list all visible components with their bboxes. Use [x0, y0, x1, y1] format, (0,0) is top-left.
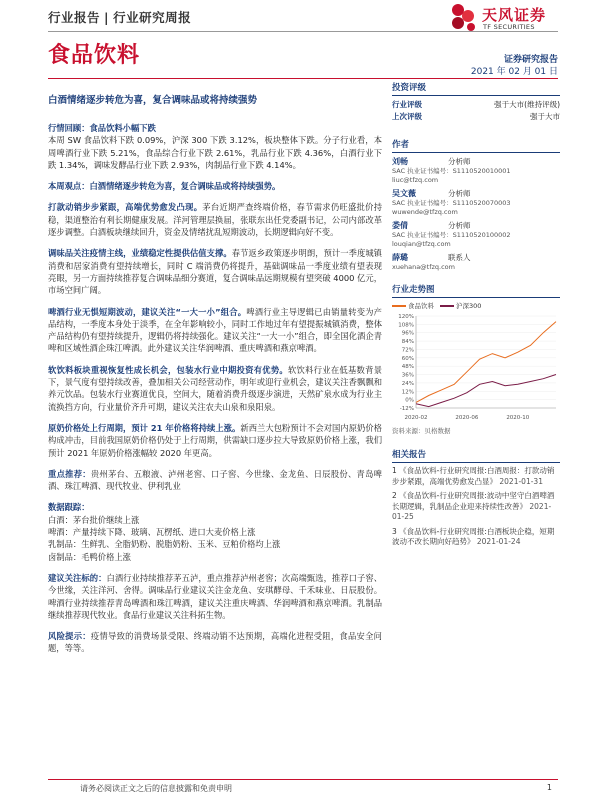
contact-email-link[interactable]: xuehana@tfzq.com [392, 263, 455, 271]
rating-row: 行业评级 强于大市(维持评级) [392, 100, 560, 109]
rating-heading: 投资评级 [392, 78, 560, 96]
x-tick-label: 2020-10 [506, 415, 530, 421]
author-entry: 吴文薇 分析师 SAC 执业证书编号：S1110520070003 wuwende@tfzq.com [392, 189, 511, 216]
y-tick-label: 12% [401, 389, 414, 396]
section-watchlist: 建议关注标的：白酒行业持续推荐茅五泸，重点推荐泸州老窖；次高端甄选，推荐口子窖、今世缘，关注洋河、舍得。调味品行业建议关注金龙鱼、安琪酵母、千禾味业、日辰股份。啤酒行业持续推荐青岛啤酒和珠江啤酒，建议关注重庆啤酒、华润啤酒和燕京啤酒。乳制品继续推荐现代牧业。食品行业建议关注科拓生物。 [48, 572, 382, 620]
y-tick-label: 0% [405, 397, 414, 404]
section-weekly-view: 本周观点：白酒情绪逐步转危为喜，复合调味品或将持续强势。 [48, 181, 281, 192]
y-tick-label: 96% [401, 330, 414, 337]
x-tick-label: 2020-06 [455, 415, 479, 421]
section-soft-drinks: 软饮料板块重视恢复性成长机会，包装水行业中期投资有优势。软饮料行业在低基数背景下，景气度有望持续改善，叠加相关公司经营动作，明年或迎行业机会，建议关注香飘飘和养元饮品。包装水行业赛道优良，空间大，随着消费升级逐步演进，天然矿泉水成为行业主流换挡方向，行业量价齐升可期，建议关注农夫山泉和泉阳泉。 [48, 364, 382, 412]
report-category [48, 8, 191, 26]
trend-heading: 行业走势图 [392, 280, 560, 298]
section-data-tracking: 数据跟踪： 白酒：茅台批价继续上涨 啤酒：产量持续下降、玻璃、瓦楞纸、进口大麦价格上涨 乳制品：生鲜乳、全脂奶粉、脱脂奶粉、玉米、豆粕价格均上涨 卤制品：毛鸭价格上涨 [48, 502, 281, 562]
legend-item-food: 食品饮料 [392, 301, 434, 310]
y-tick-label: 48% [401, 364, 414, 371]
subcategory-label: 行业研究周报 [113, 10, 192, 25]
legend-item-hs300: 沪深300 [440, 301, 481, 310]
chart-source: 资料来源：贝格数据 [392, 427, 451, 435]
author-entry: 娄倩 分析师 SAC 执业证书编号：S1110520100002 louqian@tfzq.com [392, 221, 511, 248]
y-tick-label: 36% [401, 372, 414, 379]
section-baijiu: 打款动销步步紧跟，高端优势愈发凸现。茅台近期严查终端价格，春节需求仍旺盛批价持稳，渠道整治有利长期健康发展。洋河管理层换届，张联东出任党委副书记，公司内部改革逐步调整。白酒板块继续回升，资金及情绪扰乱短期波动，长期逻辑向好不变。 [48, 202, 382, 238]
report-subtitle: 白酒情绪逐步转危为喜，复合调味品或将持续强势 [48, 95, 258, 106]
y-tick-label: 24% [401, 380, 414, 387]
disclaimer-note: 请务必阅读正文之后的信息披露和免责申明 [80, 784, 232, 793]
section-beer: 啤酒行业无惧短期波动，建议关注“一大一小”组合。啤酒行业主导逻辑已由销量转变为产品结构，一季度本身处于淡季，在全年影响较小，同时工作地过年有望提振城镇消费，整体产品结构仍有望持续提升，逻辑仍将持续强化。建议关注“一大一小”组合，即全国化酒企青啤和区域性酒企珠江啤酒。此外建议关注华润啤酒、重庆啤酒和燕京啤酒。 [48, 306, 382, 354]
tf-securities-logo [448, 2, 558, 32]
rating-row: 上次评级 强于大市 [392, 112, 560, 121]
y-tick-label: 108% [398, 322, 414, 329]
logo-text-en: TF SECURITIES [483, 23, 535, 31]
related-heading: 相关报告 [392, 445, 560, 463]
report-body [48, 122, 382, 664]
chart-legend [392, 301, 560, 310]
section-raw-milk: 原奶价格处上行周期，预计 21 年价格将持续上涨。新西兰大包粉预计不会对国内原奶价格构成冲击，目前我国原奶价格仍处于上行周期，供需缺口逐步拉大导致原奶价格上涨，我们预计 2021 年原奶价格涨幅较 2020 年更高。 [48, 422, 382, 458]
x-tick-label: 2020-02 [404, 415, 428, 421]
report-date: 2021 年 02 月 01 日 [470, 67, 558, 77]
related-report-item[interactable]: 3 《食品饮料-行业研究周报:白酒板块企稳，短期波动不改长期向好趋势》 2021-01-24 [392, 526, 555, 546]
related-reports [392, 445, 560, 548]
y-tick-label: -12% [399, 406, 414, 412]
related-report-item[interactable]: 2 《食品饮料-行业研究周报:波动中坚守白酒啤酒长期逻辑，乳制品企业迎来持续性改善》 2021-01-25 [392, 491, 555, 521]
category-separator: | [104, 10, 110, 25]
page-number: 1 [546, 783, 552, 792]
sidebar [392, 78, 560, 552]
trend-chart-section [392, 280, 560, 435]
series-line-food-beverage [416, 322, 556, 403]
author-email-link[interactable]: liuc@tfzq.com [392, 176, 439, 184]
y-tick-label: 60% [401, 355, 414, 362]
trend-line-chart [392, 312, 560, 422]
footer-divider [48, 779, 558, 780]
logo-text-cn: 天风证券 [482, 6, 547, 24]
related-report-item[interactable]: 1 《食品饮料-行业研究周报:白酒周报：打款动销步步紧跟，高端优势愈发凸显》 2021-01-31 [392, 466, 555, 486]
section-condiments: 调味品关注疫情主线，业绩稳定性提供估值支撑。春节返乡政策逐步明朗，预计一季度城镇消费和居家消费有望持续增长，同时 C 端消费仍将提升，基础调味品一季度业绩有望表现亮眼，另一方面持续推荐复合调味品细分赛道，复合调味品远期规模有望突破 4000 亿元，市场空间广阔。 [48, 248, 382, 296]
author-email-link[interactable]: louqian@tfzq.com [392, 240, 451, 248]
y-tick-label: 84% [401, 339, 414, 346]
y-tick-label: 120% [398, 314, 414, 320]
section-risk: 风险提示：疫情导致的消费场景受限、终端动销不达预期，高端化进程受阻，食品安全问题，等等。 [48, 631, 382, 654]
contact-entry: 薛璐 联系人 xuehana@tfzq.com [392, 253, 471, 271]
authors-heading: 作者 [392, 135, 560, 153]
y-tick-label: 72% [401, 347, 414, 354]
category-label: 行业报告 [48, 10, 101, 25]
section-market-review: 本周 SW 食品饮料下跌 0.09%，沪深 300 下跌 3.12%，板块整体下跌。分子行业看，本周啤酒行业下跌 5.21%，食品综合行业下跌 2.61%，乳品行业下跌 4.36%，白酒行业下跌 1.34%，调味发酵品行业下跌 2.93%，肉制品行业下跌 4.14%。 [48, 135, 382, 170]
page-title: 食品饮料 [48, 43, 141, 68]
author-entry: 刘畅 分析师 SAC 执业证书编号：S1110520010001 liuc@tfzq.com [392, 157, 511, 184]
series-line-hs300 [416, 375, 556, 407]
logo-mark-icon [448, 2, 480, 32]
header-divider [48, 31, 558, 32]
author-email-link[interactable]: wuwende@tfzq.com [392, 208, 458, 216]
section-market-review-heading: 行情回顾：食品饮料小幅下跌 [48, 123, 156, 133]
report-type: 证券研究报告 [503, 55, 558, 65]
section-recommendations: 重点推荐：贵州茅台、五粮液、泸州老窖、口子窖、今世缘、金龙鱼、日辰股份、青岛啤酒、珠江啤酒、现代牧业、伊利乳业 [48, 468, 382, 492]
